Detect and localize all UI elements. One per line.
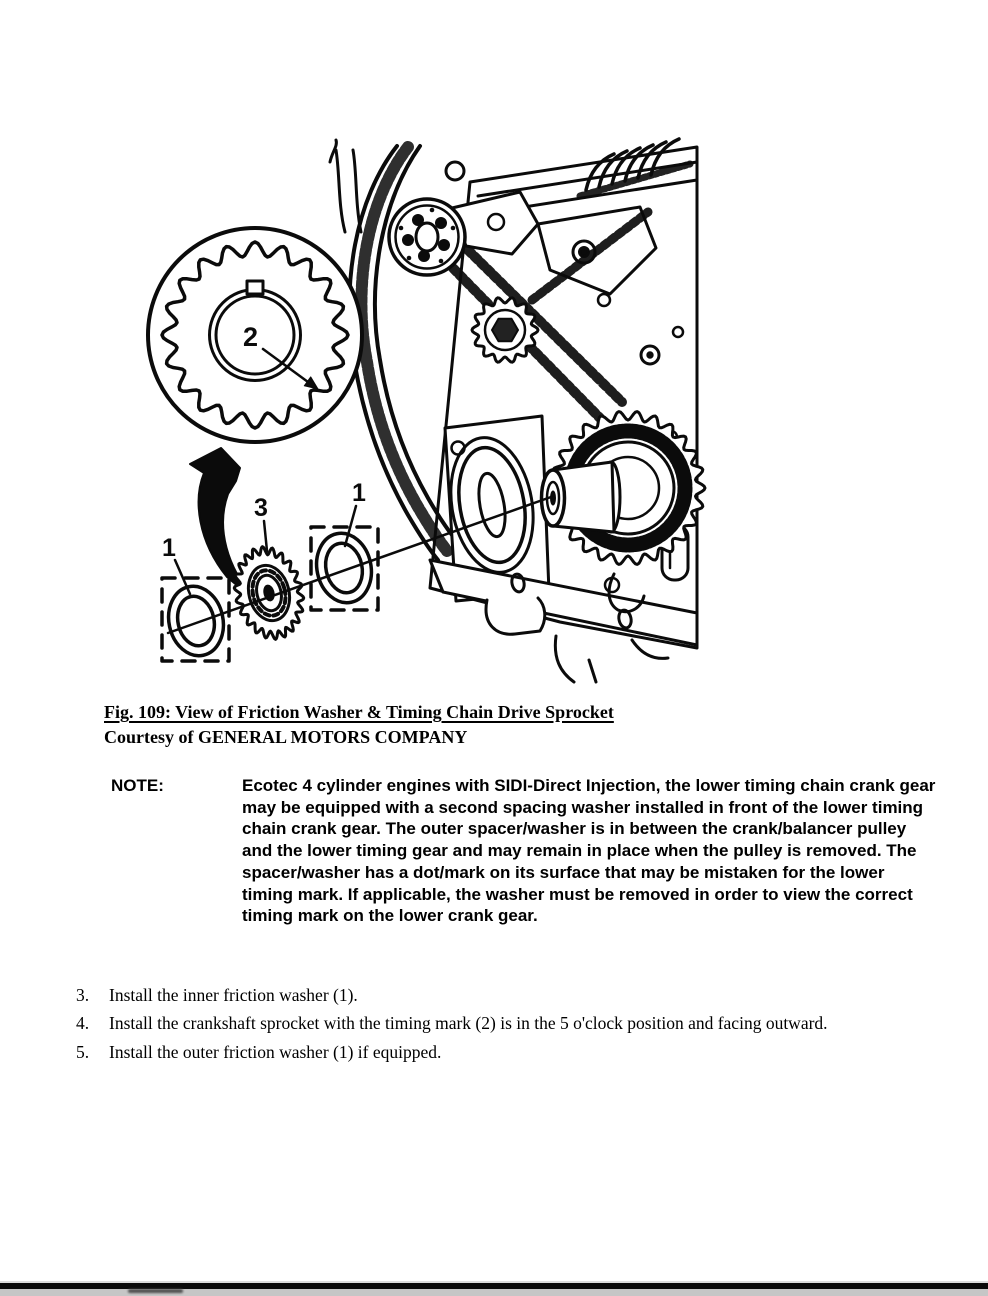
step-item-3: [76, 981, 956, 1009]
keyway-notch: [247, 281, 263, 294]
note-block: [111, 775, 951, 927]
note-label: NOTE:: [111, 776, 164, 795]
step-item-4: [76, 1009, 956, 1037]
figure-caption-credit: Courtesy of GENERAL MOTORS COMPANY: [104, 727, 468, 747]
footer-strip: [0, 1289, 988, 1296]
step-text: Install the outer friction washer (1) if equipped.: [109, 1041, 442, 1062]
outer-friction-washer: [310, 528, 377, 608]
figure-caption: [104, 700, 744, 750]
callout-outer-washer: [345, 479, 366, 546]
step-text: Install the crankshaft sprocket with the timing mark (2) is in the 5 o'clock position and facing outward.: [109, 1013, 828, 1034]
step-text: Install the inner friction washer (1).: [109, 985, 358, 1005]
crankshaft-nose: [542, 462, 621, 532]
camshaft-sprocket: [389, 199, 465, 275]
figure-caption-title: Fig. 109: View of Friction Washer & Timing Chain Drive Sprocket: [104, 702, 614, 722]
inner-friction-washer: [162, 581, 229, 661]
svg-text:1: 1: [162, 534, 176, 562]
svg-text:3: 3: [254, 494, 268, 522]
step-item-5: [76, 1038, 956, 1066]
callout-label-timing-mark: 2: [243, 322, 259, 352]
callout-inner-washer: [162, 534, 190, 594]
callout-friction-gear: [254, 494, 268, 551]
svg-text:1: 1: [352, 479, 366, 507]
step-number: 4.: [76, 1013, 90, 1034]
note-text: Ecotec 4 cylinder engines with SIDI-Direct Injection, the lower timing chain crank gear may be equipped with a second spacing washer installed in front of the lower timing chain crank gear. The outer spacer/washer is in between the crank/balancer pulley and the lower timing gear and may remain in place when the pulley is removed. The spacer/washer has a dot/mark on its surface that may be mistaken for the lower timing mark. If applicable, the washer must be removed in order to view the correct timing mark on the lower crank gear.: [242, 776, 936, 926]
procedure-steps: [76, 981, 956, 1066]
friction-gear: [225, 540, 313, 647]
step-number: 5.: [76, 1041, 90, 1062]
step-number: 3.: [76, 985, 90, 1005]
inset-detail-circle: [148, 228, 362, 442]
footer-smudge: [128, 1289, 183, 1293]
